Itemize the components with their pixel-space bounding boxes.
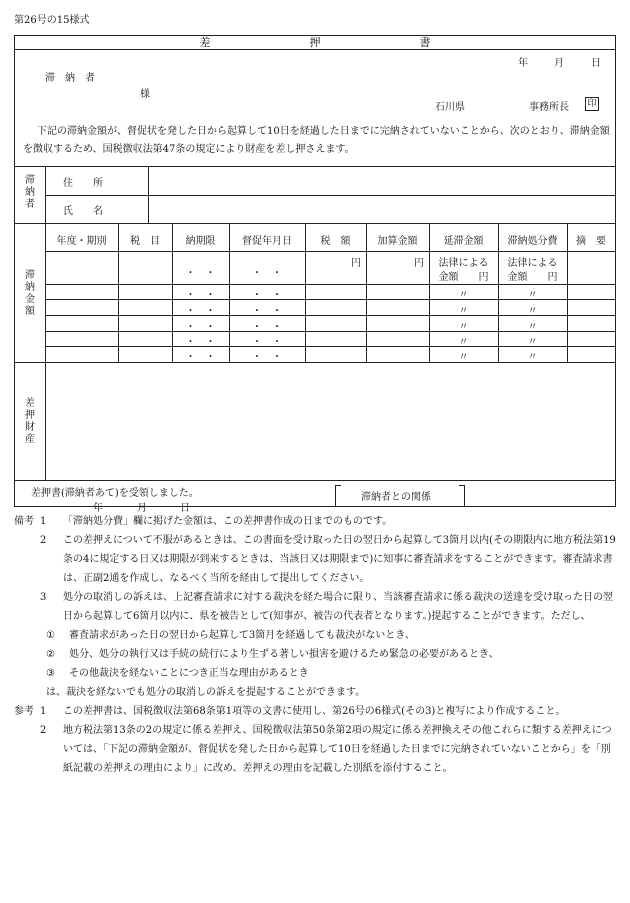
row-due-date: ・ ・ [185, 306, 216, 317]
remark-text: 「滞納処分費」欄に掲げた金額は、この差押書作成の日までのものです。 [63, 516, 393, 527]
notes-section [14, 512, 618, 778]
sub-item [14, 664, 618, 683]
relation-label: 滞納者との関係 [361, 492, 431, 503]
divider [15, 480, 615, 481]
notice-text: 下記の滞納金額が、督促状を発した日から起算して10日を経過した日までに完納されていないことから、次のとおり、滞納金額を徴収するため、国税徴収法第47条の規定により財産を差し押さえます。 [23, 126, 610, 155]
first-row-dunning-date: ・ ・ [252, 268, 282, 279]
remark-text: この差押えについて不服があるときは、この書面を受け取った日の翌日から起算して3箇月以内(その期限内に地方税法第19条の4に規定する日又は期限が到来するときは、当該日又は期限まで)に知事に審査請求をすることができます。審査請求書は、正副2通を作成し、なるべく当所を経由して提出してください。 [63, 535, 616, 584]
relation-bracket-left [335, 485, 341, 507]
remark-number: 3 [40, 592, 47, 603]
row-due-date: ・ ・ [185, 290, 216, 301]
issuer-prefecture: 石川県 [435, 102, 465, 113]
sub-item-mark: ① [46, 630, 55, 641]
divider [45, 284, 615, 285]
reference-number: 1 [40, 706, 47, 717]
header-disposal-cost: 滞納処分費 [507, 236, 558, 247]
receipt-month-label: 月 [137, 503, 147, 514]
disposal-statutory-line2: 金額 円 [507, 272, 558, 283]
row-disposal-ditto: 〃 [527, 322, 538, 333]
late-fee-statutory-line1: 法律による [438, 258, 489, 269]
divider [45, 195, 615, 196]
reference-text: この差押書は、国税徴収法第68条第1項等の文書に使用し、第26号の6様式(その3)と複写により作成すること。 [63, 706, 566, 717]
divider [15, 166, 615, 167]
row-dunning-date: ・ ・ [252, 337, 282, 348]
sub-item-mark: ② [46, 649, 55, 660]
remark-number: 2 [40, 535, 47, 546]
seal-mark: 印 [585, 97, 599, 111]
address-label: 住 所 [63, 178, 103, 189]
row-disposal-ditto: 〃 [527, 352, 538, 363]
remark-text: 処分の取消しの訴えは、上記審査請求に対する裁決を経た場合に限り、当該審査請求に係る裁決の送達を受け取った日の翌日から起算して6箇月以内に、県を被告として(知事が、被告の代表者となります。)提起することができます。ただし、 [63, 592, 613, 622]
header-tax-item: 税 目 [130, 236, 160, 247]
row-due-date: ・ ・ [185, 337, 216, 348]
sub-item-text: その他裁決を経ないことにつき正当な理由があるとき [69, 668, 309, 679]
row-disposal-ditto: 〃 [527, 306, 538, 317]
row-late-fee-ditto: 〃 [458, 322, 469, 333]
receipt-day-label: 日 [180, 503, 190, 514]
sub-item [14, 626, 618, 645]
remark-number: 1 [40, 516, 47, 527]
reference-item [14, 702, 618, 721]
addressee-honorific: 様 [140, 89, 150, 100]
header-surcharge: 加算金額 [377, 236, 418, 247]
amount-section-label: 滞納金額 [25, 270, 35, 317]
taxpayer-section-label: 滞納者 [25, 175, 35, 210]
sub-item-mark: ③ [46, 668, 55, 679]
date-month-label: 月 [554, 58, 564, 69]
reference-text: 地方税法第13条の2の規定に係る差押え、国税徴収法第50条第2項の規定に係る差押換えその他これらに類する差押えについては、「下記の滞納金額が、督促状を発した日から起算して10日を経過した日までに完納されていないことから」を「別紙記載の差押えの理由により」に改め、差押えの理由を記載した別紙を添付すること。 [63, 725, 612, 774]
document-title: 差 押 書 [15, 36, 615, 50]
date-day-label: 日 [591, 58, 601, 69]
header-remarks: 摘 要 [576, 236, 606, 247]
addressee-label: 滞 納 者 [45, 73, 95, 84]
receipt-year-label: 年 [93, 503, 103, 514]
remark-item [14, 512, 618, 531]
date-year-label: 年 [518, 58, 528, 69]
late-fee-statutory-line2: 金額 円 [438, 272, 489, 283]
remark-item [14, 588, 618, 626]
sub-item [14, 645, 618, 664]
header-fiscal-period: 年度・期別 [56, 236, 107, 247]
property-section-label: 差押財産 [25, 398, 35, 445]
remarks-closing: は、裁決を経ないでも処分の取消しの訴えを提起することができます。 [46, 687, 366, 698]
disposal-statutory-line1: 法律による [507, 258, 558, 269]
tax-amount-unit: 円 [351, 258, 361, 269]
divider [45, 362, 46, 480]
header-tax-amount: 税 額 [320, 236, 351, 247]
divider [45, 251, 615, 252]
header-due-date: 納期限 [185, 236, 216, 247]
row-disposal-ditto: 〃 [527, 290, 538, 301]
receipt-text: 差押書(滞納者あて)を受領しました。 [31, 488, 199, 499]
row-disposal-ditto: 〃 [527, 337, 538, 348]
row-dunning-date: ・ ・ [252, 306, 282, 317]
seizure-document-frame [14, 35, 616, 514]
remark-item [14, 531, 618, 588]
reference-number: 2 [40, 725, 47, 736]
row-dunning-date: ・ ・ [252, 352, 282, 363]
row-late-fee-ditto: 〃 [458, 337, 469, 348]
row-due-date: ・ ・ [185, 322, 216, 333]
divider [45, 166, 46, 223]
name-label: 氏 名 [63, 206, 103, 217]
form-number: 第26号の15様式 [14, 15, 90, 26]
sub-item-text: 処分、処分の執行又は手続の続行により生ずる著しい損害を避けるため緊急の必要があるとき、 [69, 649, 499, 660]
divider [15, 223, 615, 224]
sub-item-text: 審査請求があった日の翌日から起算して3箇月を経過しても裁決がないとき、 [69, 630, 415, 641]
reference-item [14, 721, 618, 778]
relation-bracket-right [459, 485, 465, 507]
row-dunning-date: ・ ・ [252, 322, 282, 333]
row-late-fee-ditto: 〃 [458, 352, 469, 363]
surcharge-unit: 円 [414, 258, 424, 269]
divider [148, 166, 149, 223]
remarks-label: 備考 [14, 516, 34, 527]
row-late-fee-ditto: 〃 [458, 306, 469, 317]
row-late-fee-ditto: 〃 [458, 290, 469, 301]
header-dunning-date: 督促年月日 [242, 236, 292, 247]
issuer-office: 事務所長 [529, 102, 569, 113]
first-row-due-date: ・ ・ [185, 268, 216, 279]
row-due-date: ・ ・ [185, 352, 216, 363]
header-late-fee: 延滞金額 [443, 236, 484, 247]
row-dunning-date: ・ ・ [252, 290, 282, 301]
references-label: 参考 [14, 706, 34, 717]
